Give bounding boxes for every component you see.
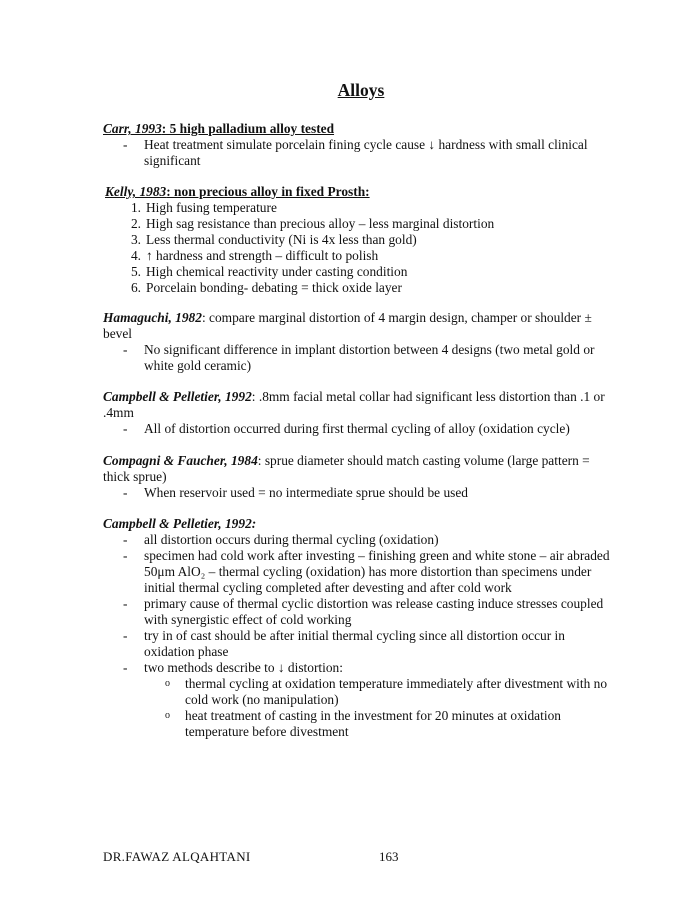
section-heading [103, 453, 613, 485]
section-heading [103, 516, 613, 532]
section-campbell-2 [103, 516, 613, 740]
page-number: 163 [379, 849, 399, 864]
list-item: - specimen had cold work after investing – finishing green and white stone – air abraded 50μm AlO₂ – thermal cycling (oxidation) has more distortion than specimens under initial thermal cycling completed after devesting and after cold work [123, 548, 610, 595]
section-compagni [103, 453, 613, 501]
footer-author: DR.FAWAZ ALQAHTANI [103, 849, 251, 864]
list-item-text: ↑ hardness and strength – difficult to polish [146, 248, 379, 263]
sub-bullet-list [103, 676, 613, 740]
list-item-text: High fusing temperature [146, 200, 277, 215]
heading-text: : compare marginal distortion of 4 margin design, champer or shoulder ± bevel [103, 310, 592, 341]
citation-author: Campbell & Pelletier, 1992 [103, 389, 252, 404]
bullet-list [103, 137, 613, 169]
bullet-list [103, 532, 613, 676]
list-item: - No significant difference in implant distortion between 4 designs (two metal gold or white gold ceramic) [123, 342, 595, 373]
heading-text: : 5 high palladium alloy tested [161, 121, 335, 136]
sub-list-item [103, 676, 613, 708]
citation-author: Carr, 1993 [103, 121, 162, 136]
list-item-text: High sag resistance than precious alloy – less marginal distortion [146, 216, 495, 231]
list-item-text: try in of cast should be after initial thermal cycling since all distortion occur in oxidation phase [144, 628, 565, 659]
section-heading [103, 121, 613, 137]
list-item-text: two methods describe to ↓ distortion: [144, 660, 343, 675]
citation-author: Hamaguchi, 1982 [103, 310, 202, 325]
section-heading [103, 310, 613, 342]
page-title: Alloys [337, 80, 385, 100]
section-heading [105, 184, 615, 200]
section-campbell-1 [103, 389, 613, 437]
list-item-text: When reservoir used = no intermediate sprue should be used [144, 485, 468, 500]
list-item: - Heat treatment simulate porcelain fining cycle cause ↓ hardness with small clinical significant [123, 137, 588, 168]
heading-text: : .8mm facial metal collar had significant less distortion than .1 or .4mm [103, 389, 605, 420]
bullet-list [103, 485, 613, 501]
list-item-text: all distortion occurs during thermal cycling (oxidation) [144, 532, 439, 547]
list-item: - two methods describe to ↓ distortion: [123, 660, 343, 675]
list-item: - primary cause of thermal cyclic distortion was release casting induce stresses coupled with synergistic effect of cold working [123, 596, 604, 627]
list-item-text: All of distortion occurred during first thermal cycling of alloy (oxidation cycle) [144, 421, 570, 436]
list-item-text: specimen had cold work after investing – finishing green and white stone – air abraded 50μm AlO₂ – thermal cycling (oxidation) has more distortion than specimens under initial thermal cycling completed after devesting and after cold work [144, 548, 610, 595]
list-item: 2. High sag resistance than precious alloy – less marginal distortion [130, 216, 495, 231]
list-item-text: High chemical reactivity under casting condition [146, 264, 408, 279]
heading-text: : non precious alloy in fixed Prosth: [166, 184, 370, 199]
list-item: 5. High chemical reactivity under casting condition [130, 264, 408, 279]
list-item: - try in of cast should be after initial thermal cycling since all distortion occur in oxidation phase [123, 628, 565, 659]
list-item: - all distortion occurs during thermal cycling (oxidation) [123, 532, 439, 547]
list-item: 4. ↑ hardness and strength – difficult to polish [130, 248, 379, 263]
list-item-text: heat treatment of casting in the investment for 20 minutes at oxidation temperature before divestment [185, 708, 561, 739]
section-heading [103, 389, 613, 421]
heading-text: : sprue diameter should match casting volume (large pattern = thick sprue) [103, 453, 590, 484]
citation-author: Campbell & Pelletier, 1992: [103, 516, 257, 531]
circle-bullet-icon: o [165, 710, 170, 721]
section-hamaguchi [103, 310, 613, 374]
list-item-text: thermal cycling at oxidation temperature immediately after divestment with no cold work (no manipulation) [185, 676, 608, 707]
bullet-list [103, 421, 613, 437]
list-item-text: No significant difference in implant distortion between 4 designs (two metal gold or white gold ceramic) [144, 342, 595, 373]
list-item: 6. Porcelain bonding- debating = thick oxide layer [130, 280, 402, 295]
list-item-text: Heat treatment simulate porcelain fining cycle cause ↓ hardness with small clinical significant [144, 137, 588, 168]
section-carr [103, 121, 613, 169]
list-item-text: Porcelain bonding- debating = thick oxide layer [146, 280, 402, 295]
circle-bullet-icon: o [165, 678, 170, 689]
numbered-list [105, 200, 615, 296]
section-kelly [105, 184, 615, 296]
bullet-list [103, 342, 613, 374]
list-item: 1. High fusing temperature [130, 200, 277, 215]
sub-list-item [103, 708, 613, 740]
citation-author: Kelly, 1983 [105, 184, 167, 199]
list-item: - When reservoir used = no intermediate sprue should be used [123, 485, 468, 500]
list-item: 3. Less thermal conductivity (Ni is 4x less than gold) [130, 232, 417, 247]
list-item: - All of distortion occurred during first thermal cycling of alloy (oxidation cycle) [123, 421, 570, 436]
list-item-text: Less thermal conductivity (Ni is 4x less than gold) [146, 232, 417, 247]
list-item-text: primary cause of thermal cyclic distortion was release casting induce stresses coupled with synergistic effect of cold working [144, 596, 604, 627]
citation-author: Compagni & Faucher, 1984 [103, 453, 258, 468]
